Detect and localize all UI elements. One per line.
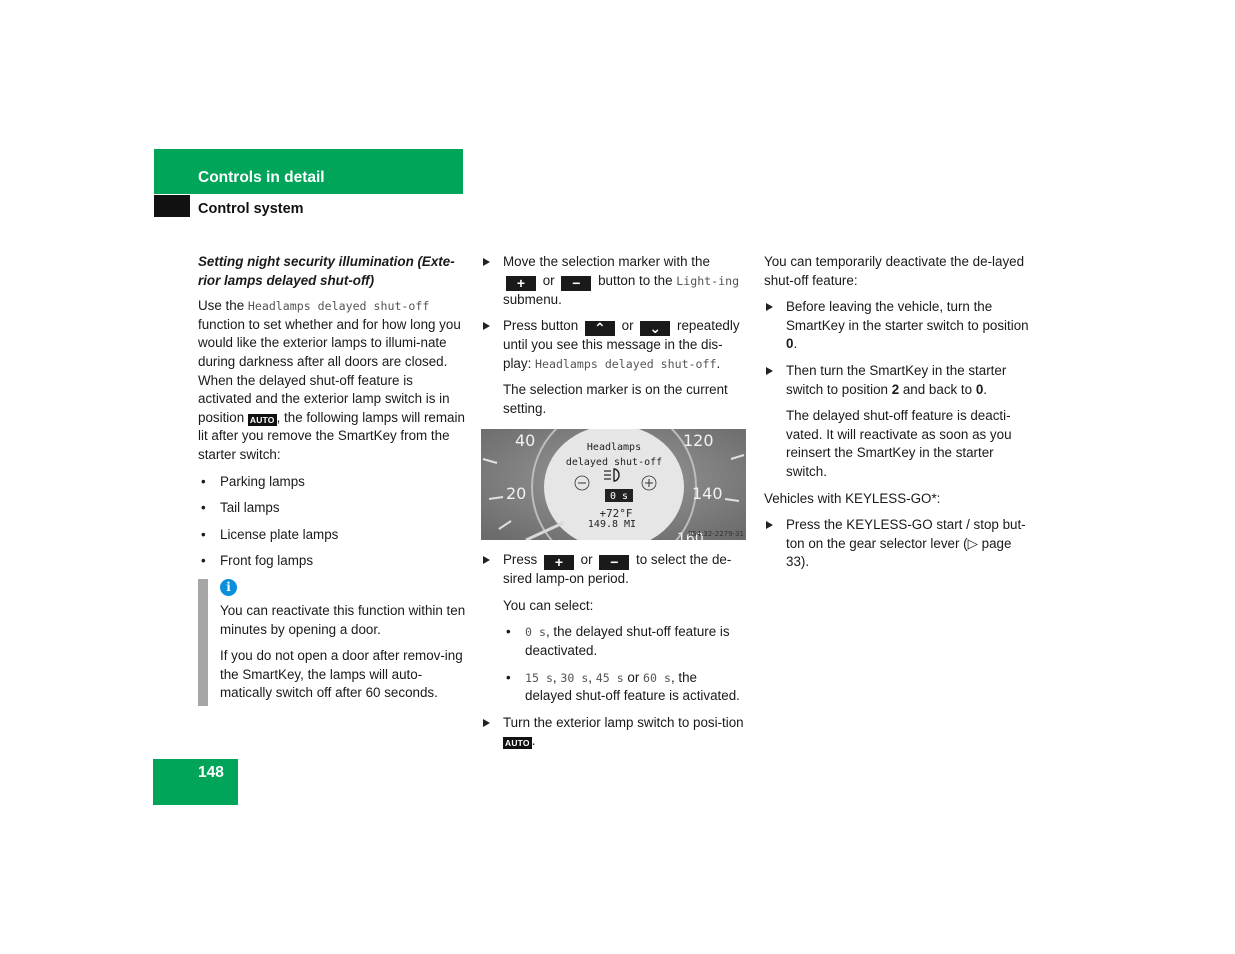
- triangle-bullet-icon: [483, 322, 490, 330]
- info-text-2: If you do not open a door after remov-ing the SmartKey, the lamps will auto-matically switch off after 60 seconds.: [220, 648, 463, 701]
- step-select-lighting: Move the selection marker with the + or − button to the Light-ing submenu.: [481, 253, 747, 309]
- list-item: • 0 s, the delayed shut-off feature is deactivated.: [503, 623, 747, 660]
- info-icon: i: [220, 579, 237, 596]
- step-press-arrows: Press button ⌃ or ⌄ repeatedly until you see this message in the dis-play: Headlamps delayed shut-off.: [481, 317, 747, 373]
- display-line-2: delayed shut-off: [565, 456, 663, 468]
- instrument-cluster-figure: [481, 429, 746, 540]
- options-intro: You can select:: [503, 597, 594, 613]
- info-bar: [198, 579, 208, 706]
- tick-label-120: 120: [683, 430, 714, 450]
- minus-button-icon: −: [561, 276, 591, 291]
- intro-paragraph: Use the Headlamps delayed shut-off function to set whether and for how long you would like the exterior lamps to illumi-nate during darkness after all doors are closed. When the delayed shut-off feature is activated and the exterior lamp switch is in position AUTO , the following lamps will remain lit after you remove the SmartKey from the starter switch:: [198, 298, 465, 462]
- display-value: 0 s: [609, 490, 629, 502]
- marker-note: The selection marker is on the current setting.: [503, 382, 728, 416]
- step-keyless-go: [764, 516, 1032, 572]
- page-number: 148: [198, 764, 224, 781]
- column-left: [198, 253, 466, 711]
- up-arrow-button-icon: ⌃: [585, 321, 615, 336]
- auto-position-icon: AUTO: [249, 414, 275, 425]
- select-options: [481, 597, 747, 706]
- options-list: [503, 623, 747, 705]
- auto-position-icon: AUTO: [505, 738, 530, 749]
- tick-label-40: 40: [515, 430, 536, 450]
- plus-button-icon: +: [544, 555, 574, 570]
- topic-heading: Setting night security illumination (Exte-rior lamps delayed shut-off): [198, 254, 455, 288]
- page-reference: Press the KEYLESS-GO start / stop but-ton on the gear selector lever (▷ page 33).: [786, 517, 1026, 570]
- lamp-list: [198, 473, 466, 571]
- triangle-bullet-icon: [483, 258, 490, 266]
- triangle-bullet-icon: [483, 719, 490, 727]
- deactivated-note: The delayed shut-off feature is deacti-vated. It will reactivate as soon as you reinsert the SmartKey in the starter switch.: [786, 408, 1012, 479]
- deactivate-intro: You can temporarily deactivate the de-layed shut-off feature:: [764, 254, 1025, 288]
- keyless-heading: Vehicles with KEYLESS-GO*:: [764, 490, 941, 506]
- list-item: • Tail lamps: [198, 499, 466, 518]
- tick-label-partial: 160: [677, 530, 704, 540]
- page-number-box: [153, 759, 238, 805]
- display-line-1: Headlamps: [586, 441, 642, 453]
- subsection-title: Control system: [198, 201, 304, 217]
- triangle-bullet-icon: [766, 303, 773, 311]
- step-turn-switch: Turn the exterior lamp switch to posi-tion AUTO .: [481, 714, 747, 751]
- tick-label-20: 20: [506, 483, 527, 503]
- list-item: • License plate lamps: [198, 526, 466, 545]
- figure-code: P54.32-2279-31: [687, 529, 744, 538]
- step-turn-key: Then turn the SmartKey in the starter switch to position 2 and back to 0.: [764, 362, 1032, 399]
- tick-label-140: 140: [692, 483, 723, 503]
- column-right: [764, 253, 1032, 580]
- column-middle: [481, 253, 747, 759]
- menu-name: Light-ing: [676, 273, 740, 288]
- step-select-period: Press + or − to select the de-sired lamp-on period.: [481, 551, 747, 589]
- menu-name: Headlamps delayed shut-off: [247, 299, 430, 314]
- display-odometer: 149.8 MI: [587, 518, 637, 530]
- info-note: [198, 579, 466, 703]
- subsection-marker: [154, 195, 190, 217]
- section-title: Controls in detail: [198, 169, 325, 186]
- list-item: • 15 s, 30 s, 45 s or 60 s, the delayed shut-off feature is activated.: [503, 669, 747, 706]
- step-before-leaving: Before leaving the vehicle, turn the SmartKey in the starter switch to position 0.: [764, 298, 1032, 354]
- minus-button-icon: −: [599, 555, 629, 570]
- list-item: • Front fog lamps: [198, 552, 466, 571]
- plus-button-icon: +: [506, 276, 536, 291]
- info-text-1: You can reactivate this function within ten minutes by opening a door.: [220, 602, 466, 637]
- menu-name: Headlamps delayed shut-off: [535, 356, 717, 371]
- triangle-bullet-icon: [766, 367, 773, 375]
- display-temperature: +72°F: [599, 506, 633, 520]
- triangle-bullet-icon: [483, 556, 490, 564]
- list-item: • Parking lamps: [198, 473, 466, 492]
- down-arrow-button-icon: ⌄: [640, 321, 670, 336]
- triangle-bullet-icon: [766, 521, 773, 529]
